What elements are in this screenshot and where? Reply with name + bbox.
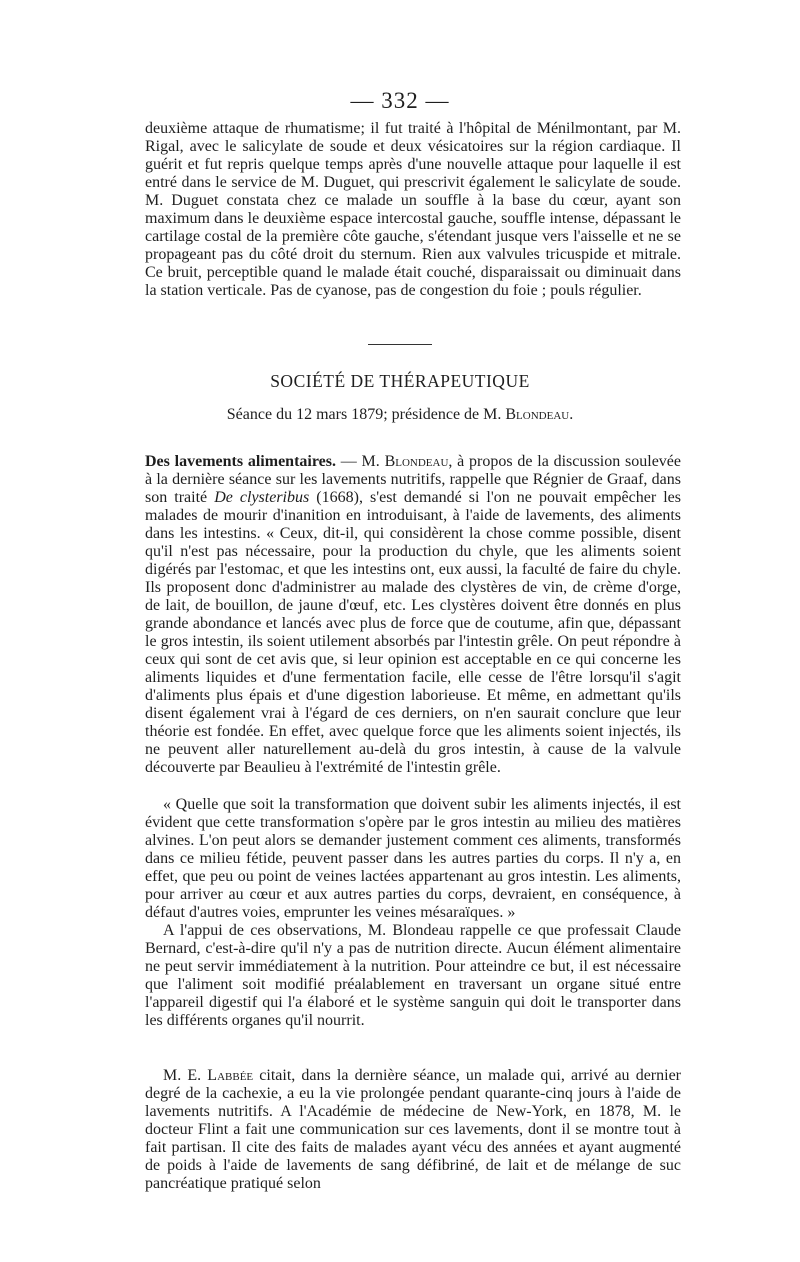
paragraph-continuation: deuxième attaque de rhumatisme; il fut traité à l'hôpital de Ménilmontant, par M. Rigal, avec le salicylate de soude et deux vésicatoires sur la région cardiaque. Il guérit et fut repris quelque temps après d'une nouvelle attaque pour laquelle il est entré dans le service de M. Duguet, qui prescrivit également le salicylate de soude. M. Duguet constata chez ce malade un souffle à la base du cœur, ayant son maximum dans le deuxième espace intercostal gauche, souffle intense, dépassant le cartilage costal de la première côte gauche, s'étendant jusque vers l'aisselle et ne se propageant pas du côté droit du sternum. Rien aux valvules tricuspide et mitrale. Ce bruit, perceptible quand le malade était couché, disparaissait ou diminuait dans la station verticale. Pas de cyanose, pas de congestion du foie ; pouls régulier. bbox=[145, 120, 681, 299]
paragraph-claude-bernard: A l'appui de ces observations, M. Blondeau rappelle ce que professait Claude Bernard, c'est-à-dire qu'il n'y a pas de nutrition directe. Aucun élément alimentaire ne peut servir immédiatement à la nutrition. Pour atteindre ce but, il est nécessaire que l'aliment soit modifié préalablement en traversant un organe situé entre l'appareil digestif qui l'a élaboré et le système sanguin qui doit le transporter dans les différents organes qu'il nourrit. bbox=[145, 922, 681, 1029]
article-heading: Des lavements alimentaires. bbox=[145, 453, 336, 470]
book-title: De clysteribus bbox=[214, 489, 310, 506]
session-prefix: Séance du 12 mars 1879; présidence de M. bbox=[226, 406, 506, 423]
page-number: — 332 — bbox=[350, 88, 450, 113]
session-suffix: . bbox=[569, 406, 574, 423]
section-divider bbox=[368, 344, 432, 345]
speaker-name: Blondeau bbox=[384, 453, 449, 470]
paragraph-quote: « Quelle que soit la transformation que doivent subir les aliments injectés, il est évident que cette transformation s'opère par le gros intestin au milieu des matières alvines. L'on peut alors se demander justement comment ces aliments, transformés dans ce milieu fétide, peuvent passer dans les autres parties du corps. Il n'y a, en effet, que peu ou point de veines lactées appartenant au gros intestin. Les aliments, pour arriver au cœur et aux autres parties du corps, devraient, en conséquence, à défaut d'autres voies, emprunter les veines mésaraïques. » bbox=[145, 796, 681, 921]
section-title: SOCIÉTÉ DE THÉRAPEUTIQUE bbox=[270, 371, 530, 391]
session-president: Blondeau bbox=[505, 406, 570, 423]
paragraph-labbee bbox=[145, 1067, 681, 1193]
heading-dash: — M. bbox=[336, 453, 385, 470]
session-line bbox=[0, 406, 800, 424]
speaker-prefix: M. E. bbox=[163, 1067, 208, 1084]
paragraph-text: , à propos de la discussion soulevée à la dernière séance sur les lavements nutritifs, rappelle que Régnier de Graaf, dans son traité bbox=[145, 453, 682, 506]
paragraph-text: (1668), s'est demandé si l'on ne pouvait empêcher les malades de mourir d'inanition en introduisant, à l'aide de lavements, des aliments dans les intestins. « Ceux, dit-il, qui considèrent la chose comme possible, disent qu'il n'est pas nécessaire, pour la production du chyle, que les aliments soient digérés par l'estomac, et que les intestins ont, eux aussi, la faculté de faire du chyle. Ils proposent donc d'administrer au malade des clystères de vin, de crème d'orge, de lait, de bouillon, de jaune d'œuf, etc. Les clystères doivent être donnés en plus grande abondance et lancés avec plus de force que de coutume, afin que, dépassant le gros intestin, ils soient utilement absorbés par l'intestin grêle. On peut répondre à ceux qui sont de cet avis que, si leur opinion est acceptable en ce qui concerne les aliments liquides et d'une fermentation facile, elle cesse de l'être lorsqu'il s'agit d'aliments plus épais et d'une digestion laborieuse. Et même, en admettant qu'ils disent également vrai à l'égard de ces derniers, on n'en saurait conclure que leur théorie est fondée. En effet, avec quelque force que les aliments soient injectés, ils ne peuvent aller naturellement au-delà du gros intestin, à cause de la valvule découverte par Beaulieu à l'extrémité de l'intestin grêle. bbox=[145, 489, 682, 776]
paragraph-text: citait, dans la dernière séance, un malade qui, arrivé au dernier degré de la cachexie, a eu la vie prolongée pendant quarante-cinq jours à l'aide de lavements nutritifs. A l'Académie de médecine de New-York, en 1878, M. le docteur Flint a fait une communication sur ces lavements, dont il se montre tout à fait partisan. Il cite des faits de malades ayant vécu des années et ayant augmenté de poids à l'aide de lavements de sang défibriné, de lait et de mélange de suc pancréatique pratiqué selon bbox=[145, 1067, 682, 1192]
speaker-name: Labbée bbox=[207, 1067, 254, 1084]
paragraph-lavements bbox=[145, 453, 681, 777]
